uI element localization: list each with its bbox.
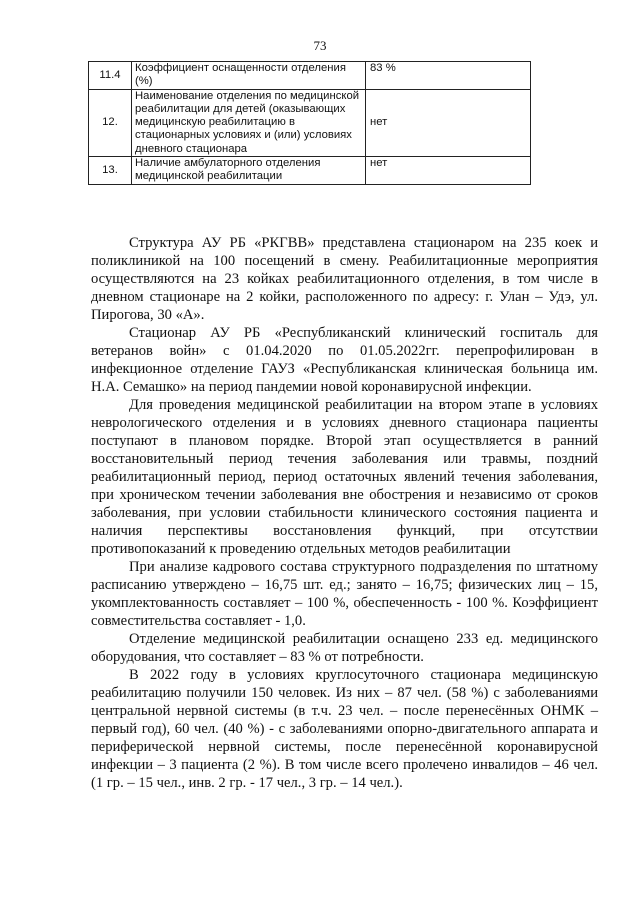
row-number: 11.4 bbox=[89, 62, 132, 90]
row-value: нет bbox=[366, 89, 531, 156]
page-number: 73 bbox=[313, 38, 327, 53]
row-value: 83 % bbox=[366, 62, 531, 90]
paragraph-second-stage: Для проведения медицинской реабилитации на втором этапе в условиях неврологического отделения и в условиях дневного стационара пациенты поступают в плановом порядке. Второй этап осуществляется в ранний восстановительный период течения заболевания или травмы, поздний реабилитационный период, период остаточных явлений течения заболевания, при хроническом течении заболевания вне обострения и независимо от сроков заболевания, при условии стабильности клинического состояния пациента и наличия перспективы восстановления функций, при отсутствии противопоказаний к проведению отдельных методов реабилитации bbox=[91, 397, 598, 557]
body-text bbox=[91, 234, 598, 792]
paragraph-equipment: Отделение медицинской реабилитации оснащено 233 ед. медицинского оборудования, что составляет – 83 % от потребности. bbox=[91, 631, 598, 665]
row-value: нет bbox=[366, 157, 531, 185]
row-number: 12. bbox=[89, 89, 132, 156]
row-description: Наличие амбулаторного отделения медицинской реабилитации bbox=[132, 157, 366, 185]
table-row bbox=[89, 157, 531, 185]
table-row bbox=[89, 89, 531, 156]
paragraph-2022-results: В 2022 году в условиях круглосуточного стационара медицинскую реабилитацию получили 150 человек. Из них – 87 чел. (58 %) с заболеваниями центральной нервной системы (в т.ч. 23 чел. – после перенесённых ОНМК – первый год), 60 чел. (40 %) - с заболеваниями опорно-двигательного аппарата и периферической нервной системы, после перенесённой коронавирусной инфекции – 3 пациента (2 %). В том числе всего пролечено инвалидов – 46 чел. (1 гр. – 15 чел., инв. 2 гр. - 17 чел., 3 гр. – 14 чел.). bbox=[91, 667, 598, 791]
paragraph-reprofiling: Стационар АУ РБ «Республиканский клинический госпиталь для ветеранов войн» с 01.04.2020 по 01.05.2022гг. перепрофилирован в инфекционное отделение ГАУЗ «Республиканская клиническая больница им. Н.А. Семашко» на период пандемии новой коронавирусной инфекции. bbox=[91, 325, 598, 395]
table-row bbox=[89, 62, 531, 90]
row-description: Коэффициент оснащенности отделения (%) bbox=[132, 62, 366, 90]
paragraph-staffing: При анализе кадрового состава структурного подразделения по штатному расписанию утверждено – 16,75 шт. ед.; занято – 16,75; физических лиц – 15, укомплектованность составляет – 100 %, обеспеченность - 100 %. Коэффициент совместительства составляет - 1,0. bbox=[91, 559, 598, 629]
row-number: 13. bbox=[89, 157, 132, 185]
rehab-info-table bbox=[88, 61, 531, 185]
row-description: Наименование отделения по медицинской реабилитации для детей (оказывающих медицинскую реабилитацию в стационарных условиях и (или) условиях дневного стационара bbox=[132, 89, 366, 156]
paragraph-structure: Структура АУ РБ «РКГВВ» представлена стационаром на 235 коек и поликлиникой на 100 посещений в смену. Реабилитационные мероприятия осуществляются на 23 койках реабилитационного отделения, в том числе в дневном стационаре на 2 койки, расположенного по адресу: г. Улан – Удэ, ул. Пирогова, 30 «А». bbox=[91, 235, 598, 323]
